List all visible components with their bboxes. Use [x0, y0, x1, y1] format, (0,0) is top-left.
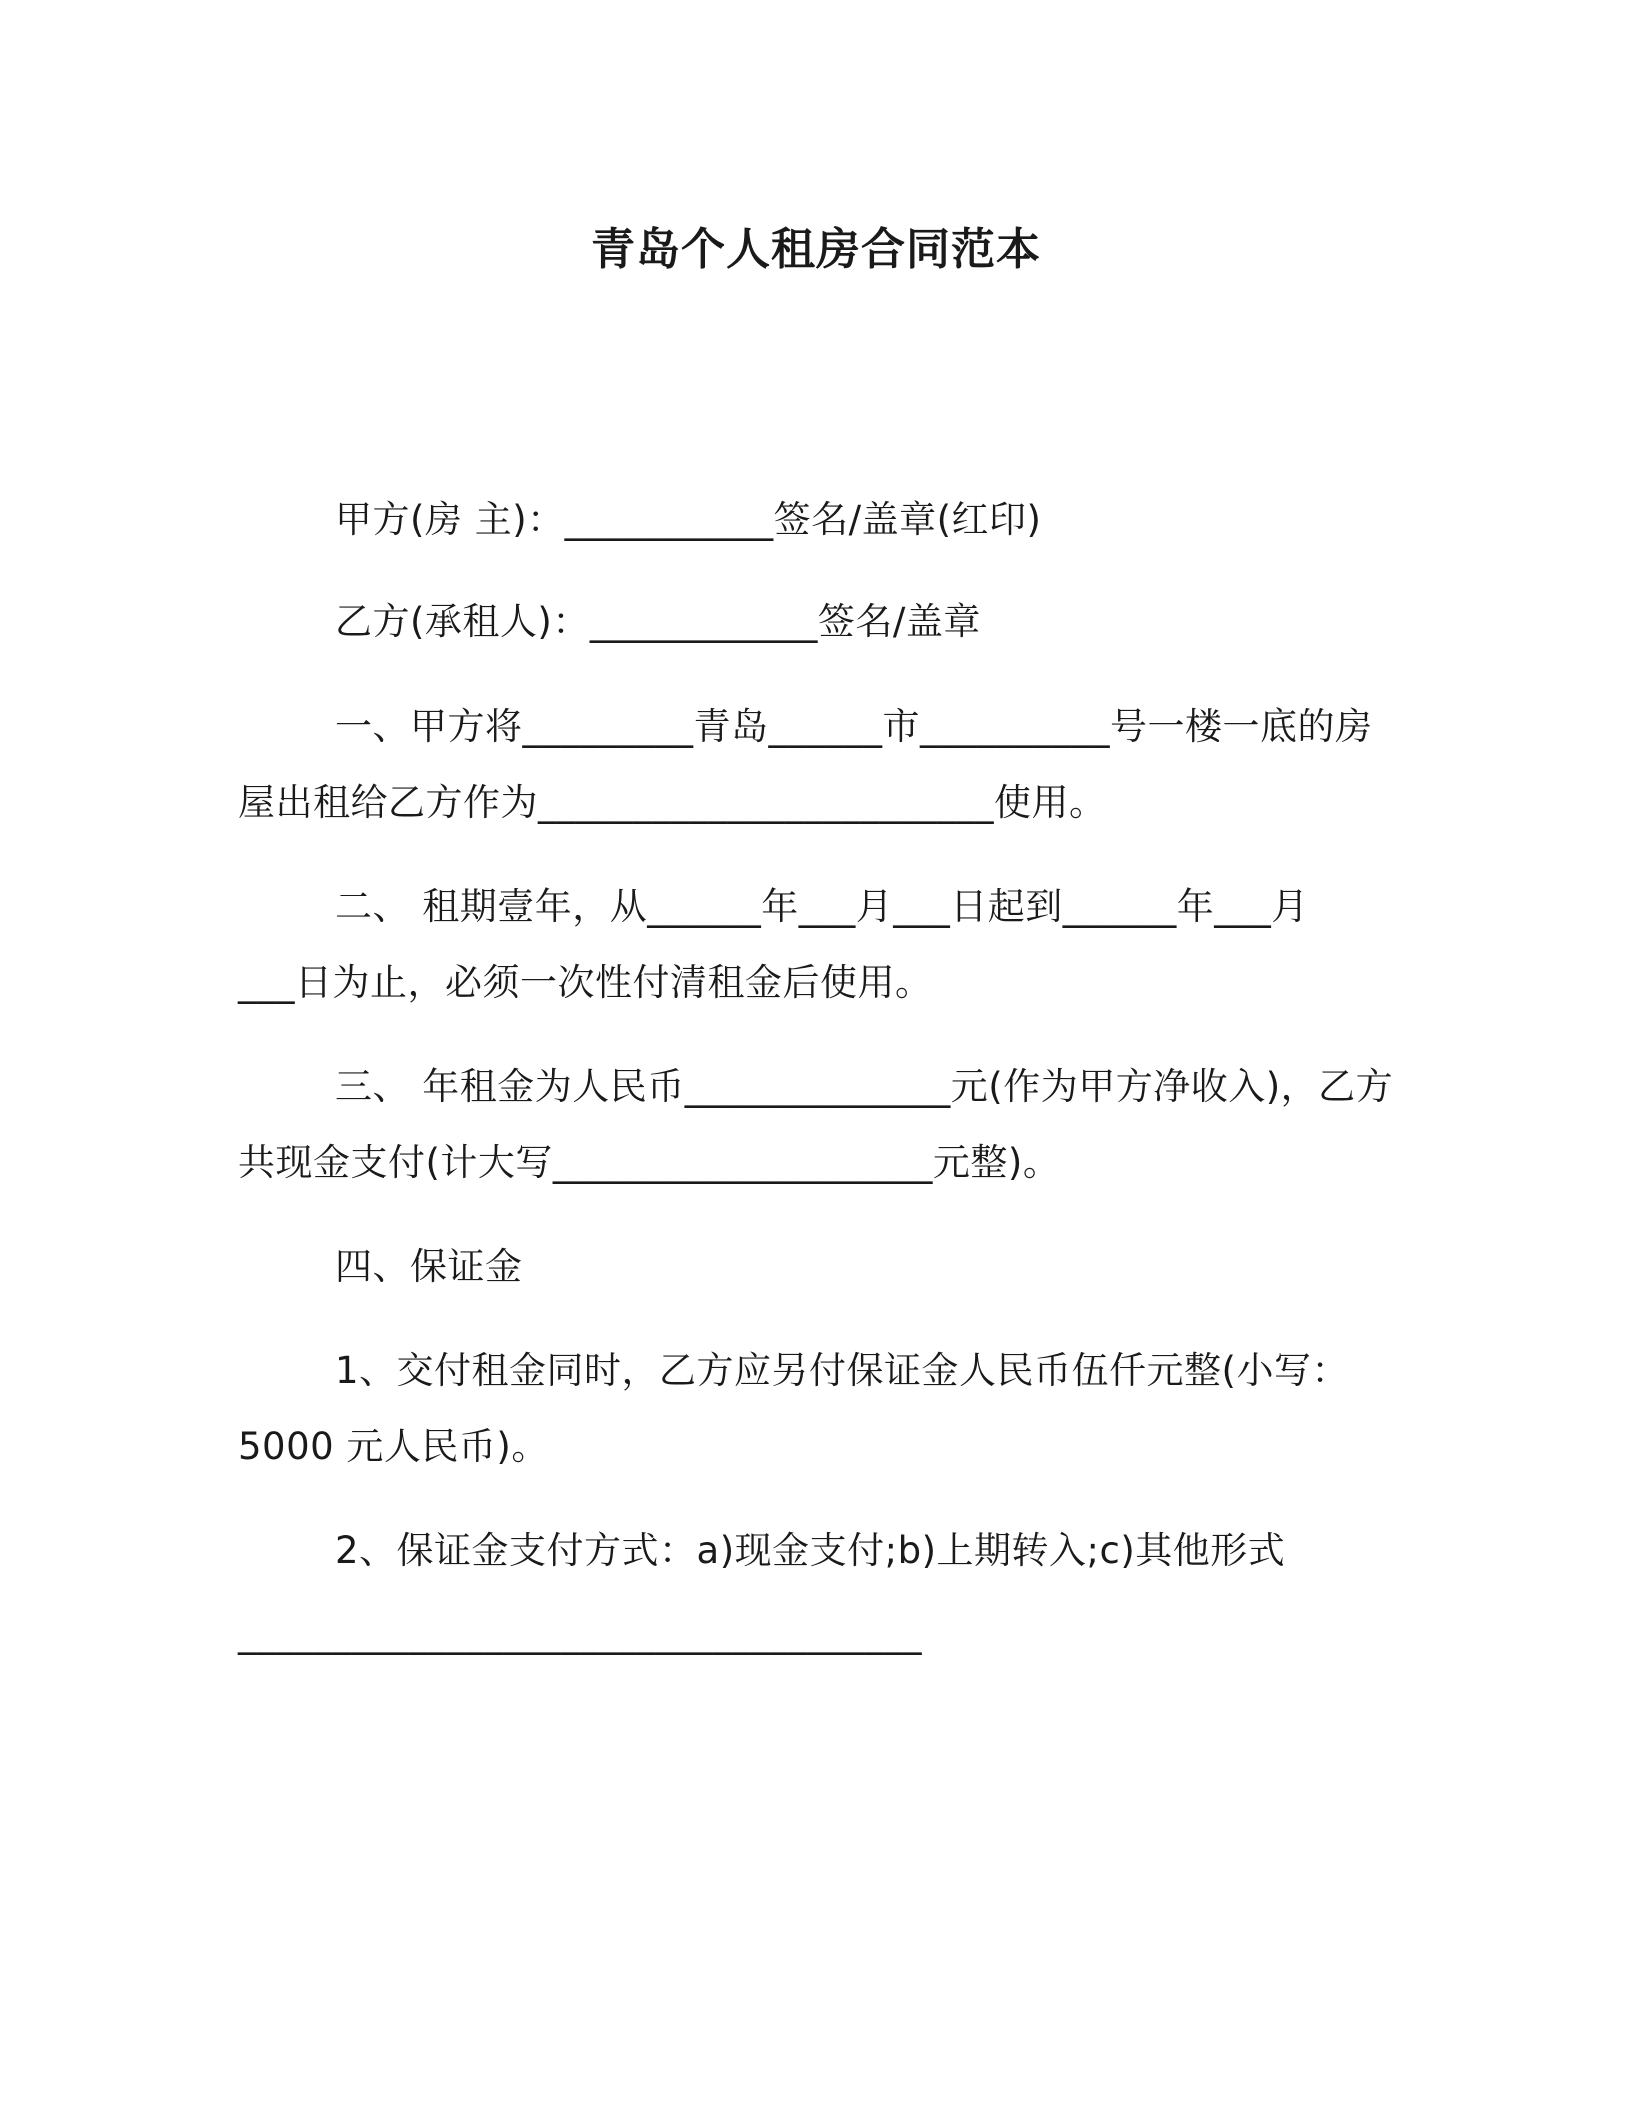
- document-title: 青岛个人租房合同范本: [591, 224, 1041, 275]
- clause-2-line-1: 二、 租期壹年，从______年___月___日起到______年___月: [335, 885, 1309, 928]
- clause-2-line-2: ___日为止，必须一次性付清租金后使用。: [238, 961, 933, 1004]
- party-a-line: 甲方(房 主)：___________签名/盖章(红印): [335, 498, 1042, 541]
- clause-3-line-1: 三、 年租金为人民币______________元(作为甲方净收入)，乙方: [335, 1065, 1394, 1108]
- clause-1-line-2: 屋出租给乙方作为________________________使用。: [238, 781, 1107, 824]
- deposit-item-1-line-1: 1、交付租金同时，乙方应另付保证金人民币伍仟元整(小写：: [335, 1349, 1349, 1392]
- deposit-item-2-blank-line: ____________________________________: [238, 1612, 922, 1655]
- deposit-item-1-line-2: 5000 元人民币)。: [238, 1425, 549, 1468]
- clause-3-line-2: 共现金支付(计大写____________________元整)。: [238, 1141, 1061, 1184]
- deposit-item-2-line-1: 2、保证金支付方式：a)现金支付;b)上期转入;c)其他形式: [335, 1529, 1286, 1572]
- party-b-line: 乙方(承租人)：____________签名/盖章: [335, 600, 981, 643]
- clause-4-heading: 四、保证金: [335, 1245, 523, 1288]
- clause-1-line-1: 一、甲方将_________青岛______市__________号一楼一底的房: [335, 705, 1373, 748]
